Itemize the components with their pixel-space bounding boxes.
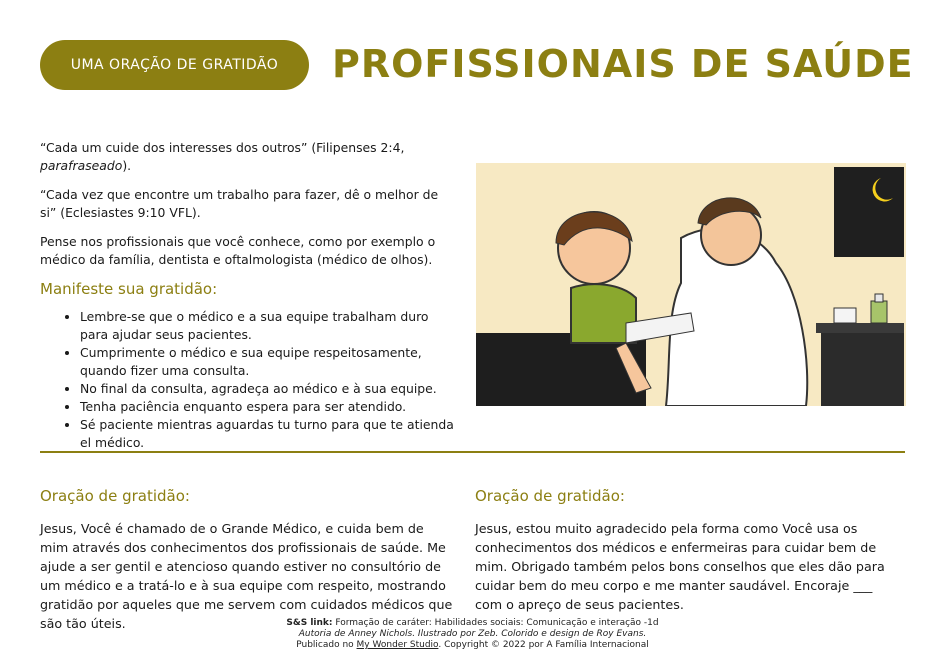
doctor-illustration <box>476 163 906 406</box>
footer-published: Publicado no My Wonder Studio. Copyright © 2022 por A Família Internacional <box>296 640 649 650</box>
studio-link[interactable]: My Wonder Studio <box>356 640 439 650</box>
prayer-right-text: Jesus, estou muito agradecido pela forma como Você usa os conhecimentos dos médicos e enfermeiras para cuidar bem de mim. Obrigado também pelos bons conselhos que eles dão para cuidar bem do meu corpo e me manter saudável. Encoraje ___ com o apreço de seus pacientes. <box>475 521 885 612</box>
list-item: • Sé paciente mientras aguardas tu turno para que te atienda el médico. <box>80 416 458 452</box>
prayer-right <box>475 487 890 614</box>
section-tag <box>40 40 309 90</box>
page-title: PROFISSIONAIS DE SAÚDE <box>332 42 914 86</box>
footer <box>0 618 945 651</box>
intro-paragraph: Pense nos profissionais que você conhece, como por exemplo o médico da família, dentista e oftalmologista (médico de olhos). <box>40 234 436 267</box>
footer-link-line: S&S link: Formação de caráter: Habilidades sociais: Comunicação e interação -1d <box>286 618 659 628</box>
bible-quote-1: “Cada um cuide dos interesses dos outros” (Filipenses 2:4, parafraseado). <box>40 140 405 173</box>
list-item: • Lembre-se que o médico e a sua equipe trabalham duro para ajudar seus pacientes. <box>80 308 458 344</box>
footer-credits: Autoria de Anney Nichols. Ilustrado por Zeb. Colorido e design de Roy Evans. <box>298 629 647 639</box>
gratitude-list <box>40 308 458 452</box>
night-window <box>834 167 904 257</box>
counter <box>821 328 904 406</box>
prayer-right-heading: Oração de gratidão: <box>475 487 625 505</box>
bible-quote-2: “Cada vez que encontre um trabalho para fazer, dê o melhor de si” (Eclesiastes 9:10 VFL). <box>40 187 439 220</box>
section-divider <box>40 451 905 453</box>
list-item: • Tenha paciência enquanto espera para ser atendido. <box>80 398 458 416</box>
gratitude-heading: Manifeste sua gratidão: <box>40 280 218 298</box>
prayer-left <box>40 487 455 633</box>
section-tag-label: UMA ORAÇÃO DE GRATIDÃO <box>70 57 279 73</box>
list-item: • No final da consulta, agradeça ao médico e à sua equipe. <box>80 380 458 398</box>
prayer-left-heading: Oração de gratidão: <box>40 487 190 505</box>
prayer-left-text: Jesus, Você é chamado de o Grande Médico, e cuida bem de mim através dos conhecimentos dos profissionais de saúde. Me ajude a ser gentil e atencioso quando estiver no consultório de um médico e a tratá-lo e à sua equipe com respeito, mostrando gratidão por aqueles que me servem com cuidados médicos que são tão úteis. <box>40 521 453 631</box>
intro-block <box>40 139 458 452</box>
bottle-icon <box>871 301 887 323</box>
tissue-box-icon <box>834 308 856 323</box>
list-item: • Cumprimente o médico e sua equipe respeitosamente, quando fizer uma consulta. <box>80 344 458 380</box>
